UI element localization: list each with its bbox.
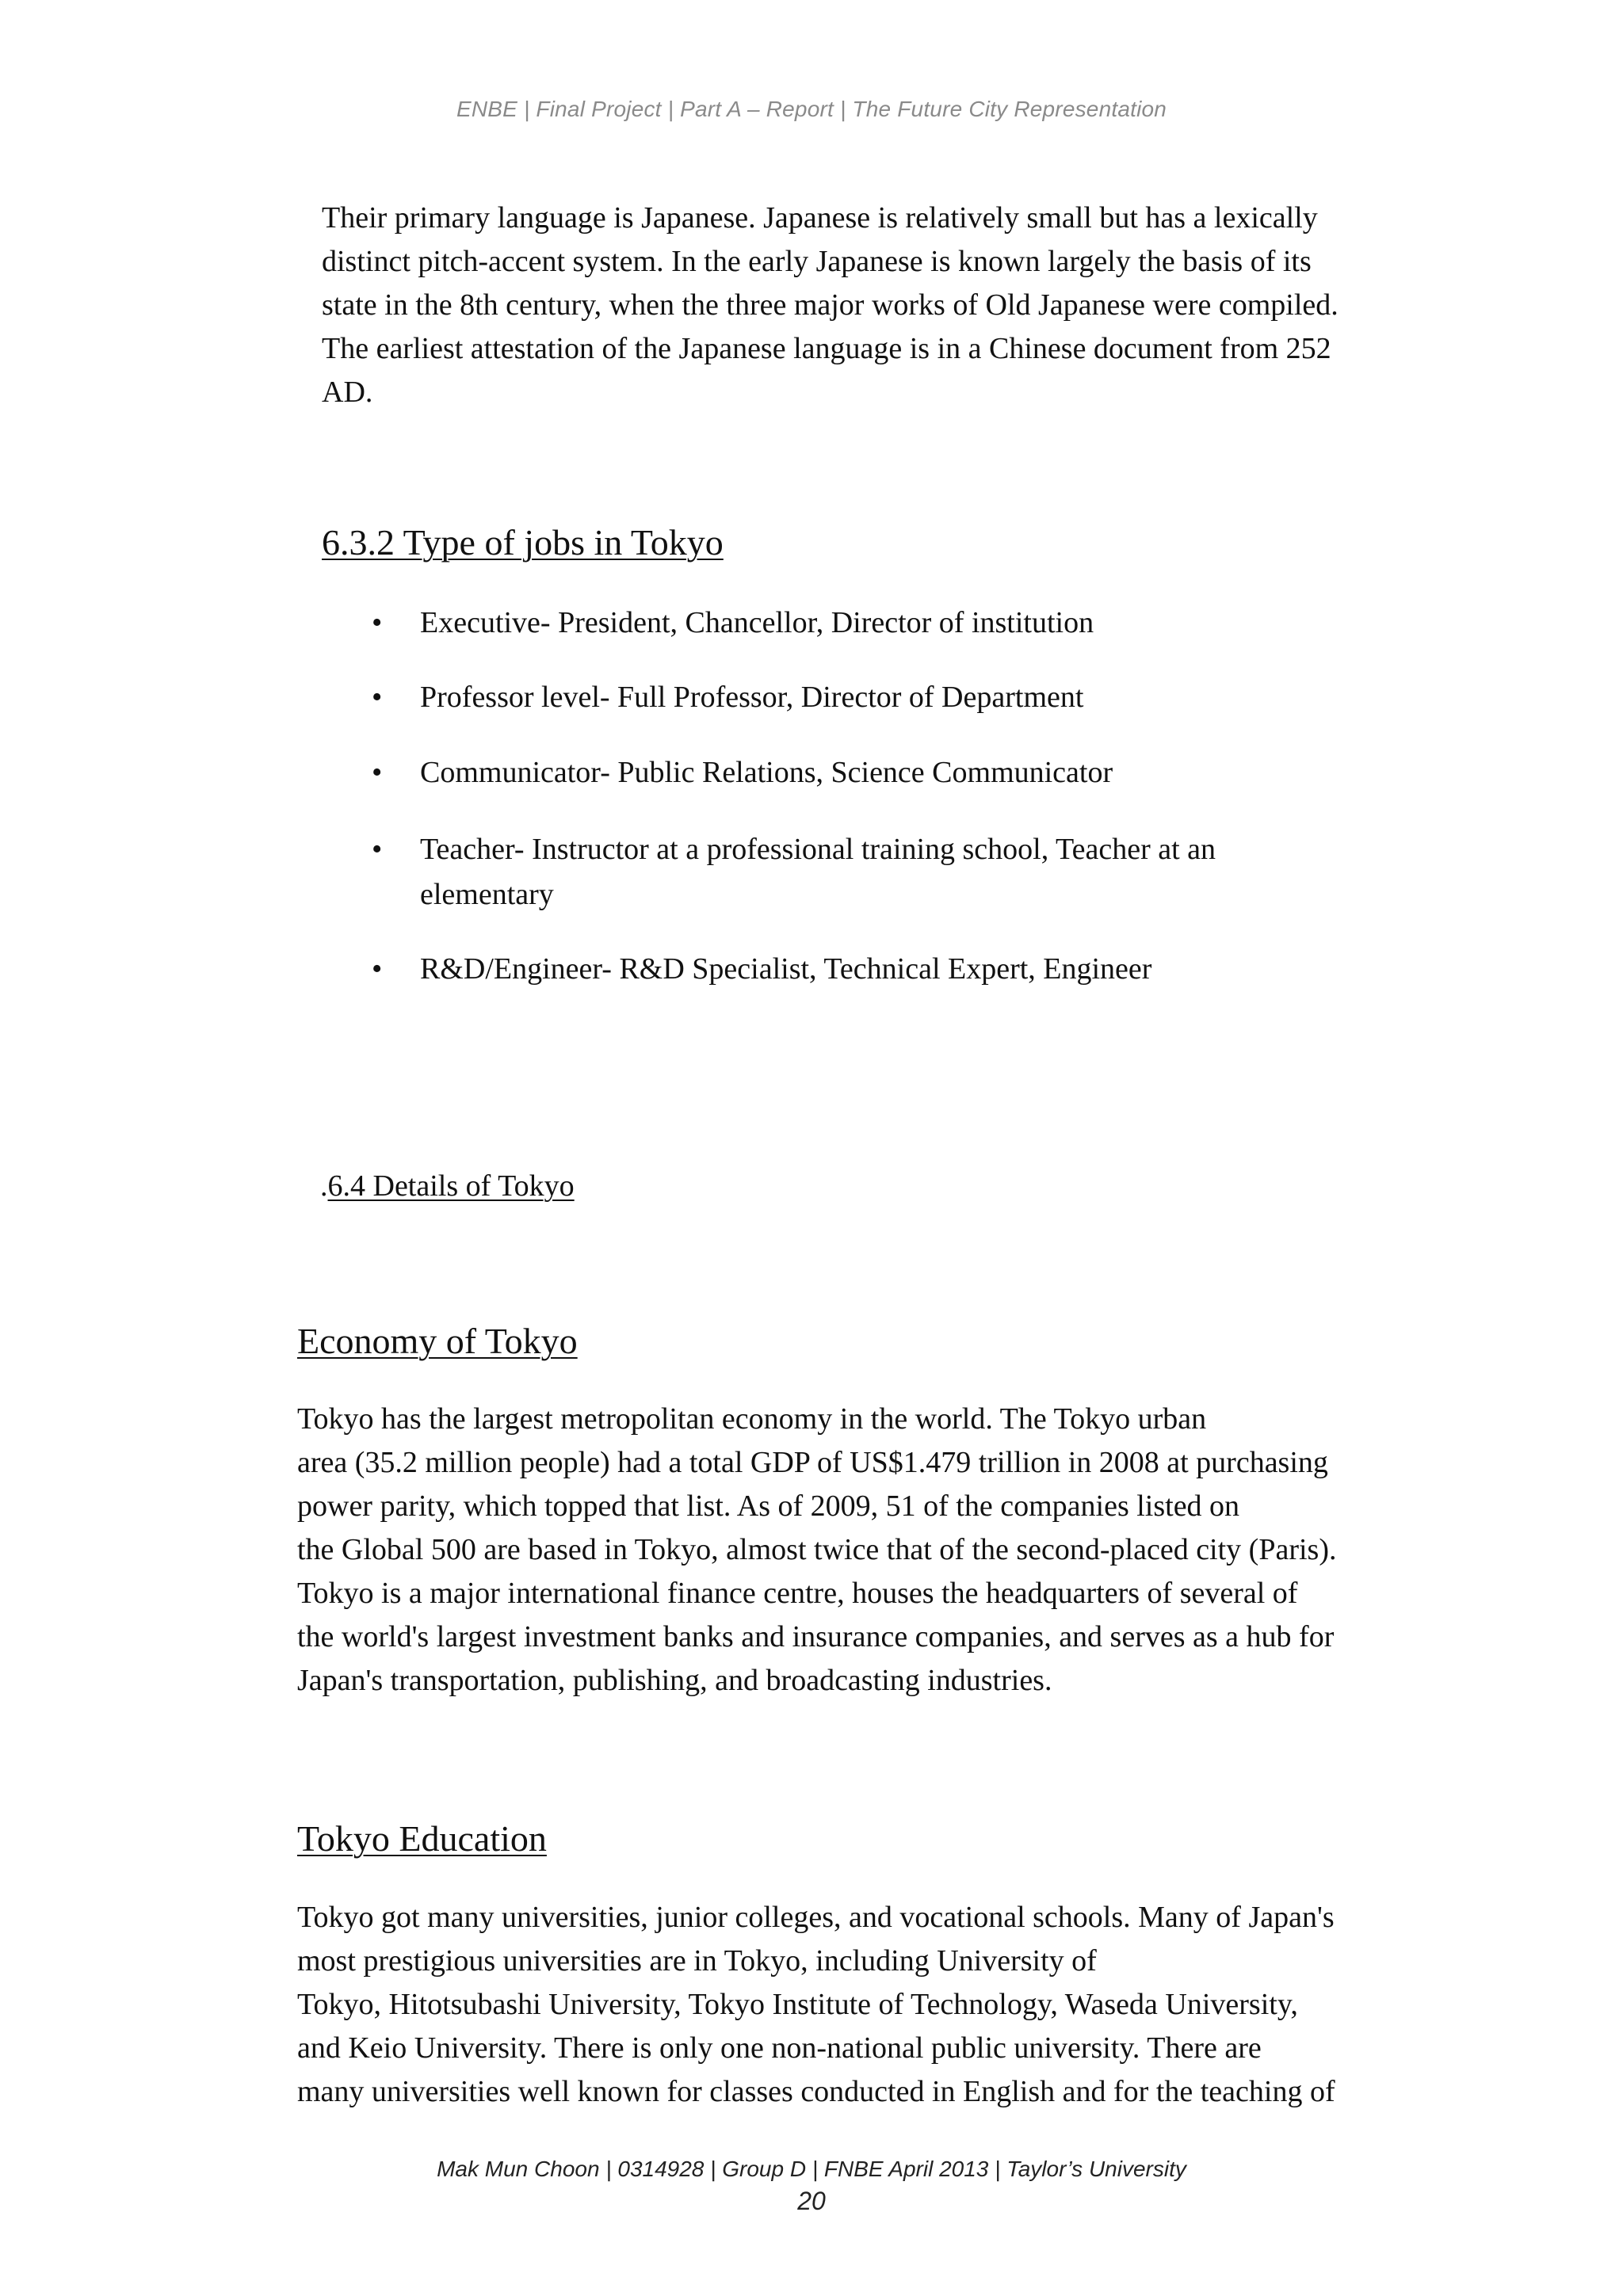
page-footer: Mak Mun Choon | 0314928 | Group D | FNBE April 2013 | Taylor’s University bbox=[437, 2157, 1186, 2181]
heading-prefix: . bbox=[320, 1169, 328, 1203]
list-item: Communicator- Public Relations, Science Communicator bbox=[420, 756, 1113, 789]
paragraph-line: Their primary language is Japanese. Japanese is relatively small but has a lexically bbox=[322, 201, 1318, 235]
bullet-icon: • bbox=[372, 952, 383, 986]
paragraph-line: Tokyo has the largest metropolitan economy in the world. The Tokyo urban bbox=[297, 1402, 1207, 1436]
paragraph-line: most prestigious universities are in Tokyo, including University of bbox=[297, 1944, 1097, 1978]
list-item-continuation: elementary bbox=[420, 878, 554, 911]
list-item: Executive- President, Chancellor, Director of institution bbox=[420, 606, 1094, 639]
page-header: ENBE | Final Project | Part A – Report | The Future City Representation bbox=[456, 97, 1167, 121]
list-item: R&D/Engineer- R&D Specialist, Technical Expert, Engineer bbox=[420, 952, 1152, 986]
jobs-heading: 6.3.2 Type of jobs in Tokyo bbox=[322, 522, 724, 563]
paragraph-line: area (35.2 million people) had a total GDP of US$1.479 trillion in 2008 at purchasing bbox=[297, 1446, 1328, 1479]
paragraph-line: Japan's transportation, publishing, and broadcasting industries. bbox=[297, 1664, 1052, 1697]
bullet-icon: • bbox=[372, 681, 383, 714]
paragraph-line: the Global 500 are based in Tokyo, almost twice that of the second-placed city (Paris). bbox=[297, 1533, 1337, 1566]
education-heading: Tokyo Education bbox=[297, 1818, 547, 1859]
bullet-icon: • bbox=[372, 606, 383, 639]
list-item: Teacher- Instructor at a professional training school, Teacher at an bbox=[420, 833, 1216, 866]
paragraph-line: the world's largest investment banks and insurance companies, and serves as a hub for bbox=[297, 1620, 1335, 1653]
details-heading-text: 6.4 Details of Tokyo bbox=[327, 1169, 575, 1203]
paragraph-line: Tokyo got many universities, junior colleges, and vocational schools. Many of Japan's bbox=[297, 1901, 1335, 1934]
paragraph-line: and Keio University. There is only one non-national public university. There are bbox=[297, 2031, 1262, 2065]
economy-paragraph bbox=[297, 1398, 1336, 1703]
economy-heading: Economy of Tokyo bbox=[297, 1321, 578, 1361]
details-heading bbox=[320, 1169, 575, 1203]
bullet-icon: • bbox=[372, 756, 383, 789]
page-number: 20 bbox=[797, 2187, 826, 2215]
bullet-icon: • bbox=[372, 833, 383, 866]
paragraph-line: AD. bbox=[322, 376, 373, 409]
intro-paragraph bbox=[322, 196, 1338, 414]
paragraph-line: The earliest attestation of the Japanese language is in a Chinese document from 252 bbox=[322, 332, 1331, 365]
paragraph-line: power parity, which topped that list. As of 2009, 51 of the companies listed on bbox=[297, 1489, 1240, 1523]
education-paragraph bbox=[297, 1896, 1335, 2114]
paragraph-line: Tokyo, Hitotsubashi University, Tokyo Institute of Technology, Waseda University, bbox=[297, 1988, 1298, 2021]
list-item: Professor level- Full Professor, Director of Department bbox=[420, 681, 1084, 714]
paragraph-line: Tokyo is a major international finance centre, houses the headquarters of several of bbox=[297, 1577, 1298, 1610]
paragraph-line: state in the 8th century, when the three major works of Old Japanese were compiled. bbox=[322, 288, 1338, 322]
paragraph-line: distinct pitch-accent system. In the early Japanese is known largely the basis of its bbox=[322, 245, 1312, 278]
paragraph-line: many universities well known for classes conducted in English and for the teaching of bbox=[297, 2075, 1335, 2108]
